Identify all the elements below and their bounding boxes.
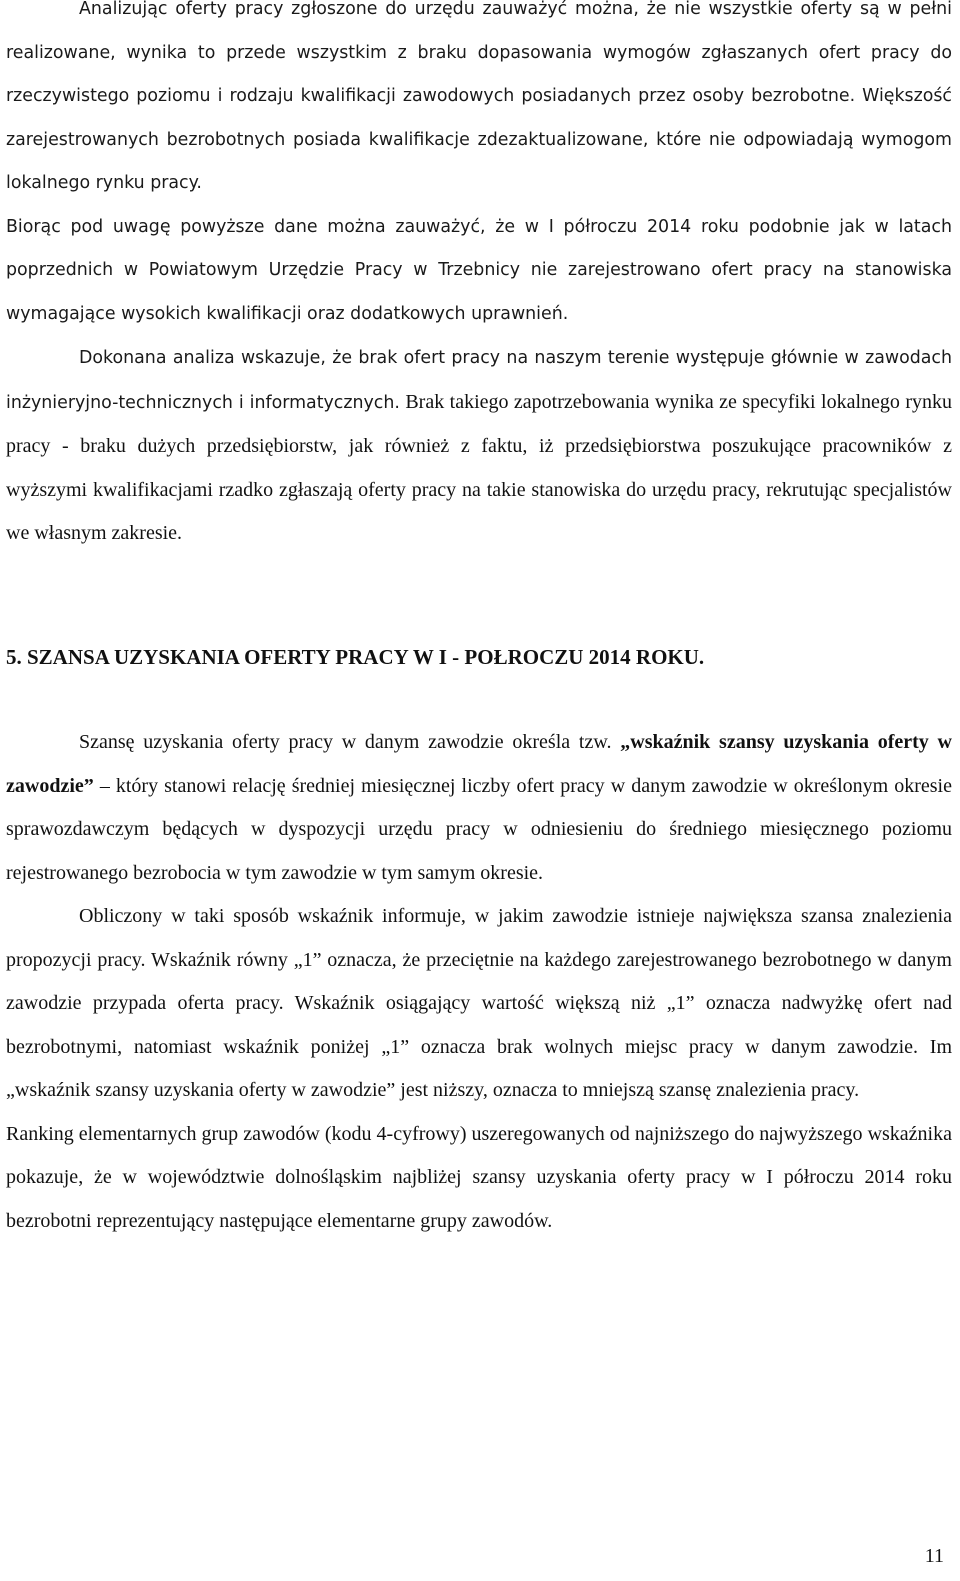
paragraph-offers-mismatch: Analizując oferty pracy zgłoszone do urzędu zauważyć można, że nie wszystkie oferty są w pełni realizowane, wynika to przede wszystkim z braku dopasowania wymogów zgłaszanych ofert pracy do rzeczywistego poziomu i rodzaju kwalifikacji zawodowych posiadanych przez osoby bezrobotne. Większość zarejestrowanych bezrobotnych posiada kwalifikacje zdezaktualizowane, które nie odpowiadają wymogom lokalnego rynku pracy. [6, 0, 952, 193]
paragraph-analysis-shortage [6, 336, 952, 556]
page-number: 11 [924, 1545, 944, 1567]
section-offers-analysis [6, 0, 952, 556]
indicator-definition-start: Szansę uzyskania oferty pracy w danym zawodzie określa tzw. [79, 731, 621, 753]
paragraph-high-qualifications: Biorąc pod uwagę powyższe dane można zauważyć, że w I półroczu 2014 roku podobnie jak w latach poprzednich w Powiatowym Urzędzie Pracy w Trzebnicy nie zarejestrowano ofert pracy na stanowiska wymagające wysokich kwalifikacji oraz dodatkowych uprawnień. [6, 216, 952, 324]
paragraph-analysis-shortage-part2: Brak takiego zapotrzebowania wynika ze specyfiki lokalnego rynku pracy - braku dużych przedsiębiorstw, jak również z faktu, iż przedsiębiorstwa poszukujące pracowników z wyższymi kwalifikacjami rzadko zgłaszają oferty pracy na takie stanowiska do urzędu pracy, rekrutując specjalistów we własnym zakresie. [6, 390, 952, 544]
section-job-chance [6, 721, 952, 1243]
paragraph-indicator-definition [6, 721, 952, 895]
indicator-definition-end: – który stanowi relację średniej miesięcznej liczby ofert pracy w danym zawodzie w określonym okresie sprawozdawczym będących w dyspozycji urzędu pracy w odniesieniu do średniego miesięcznego poziomu rejestrowanego bezrobocia w tym zawodzie w tym samym okresie. [6, 774, 952, 884]
paragraph-ranking: Ranking elementarnych grup zawodów (kodu 4-cyfrowy) uszeregowanych od najniższego do najwyższego wskaźnika pokazuje, że w województwie dolnośląskim najbliżej szansy uzyskania oferty pracy w I półroczu 2014 roku bezrobotni reprezentujący następujące elementarne grupy zawodów. [6, 1122, 952, 1232]
indicator-name-bold: „wskaźnik szansy uzyskania oferty w zawodzie” [6, 731, 952, 797]
paragraph-analysis-shortage-part1: Dokonana analiza wskazuje, że brak ofert pracy na naszym terenie występuje głównie w zawodach inżynieryjno-technicznych i informatycznych. [6, 348, 952, 413]
document-page [6, 0, 952, 1581]
paragraph-indicator-interpretation: Obliczony w taki sposób wskaźnik informuje, w jakim zawodzie istnieje największa szansa znalezienia propozycji pracy. Wskaźnik równy „1” oznacza, że przeciętnie na każdego zarejestrowanego bezrobotnego w danym zawodzie przypada oferta pracy. Wskaźnik osiągający wartość większą niż „1” oznacza nadwyżkę ofert nad bezrobotnymi, natomiast wskaźnik poniżej „1” oznacza brak wolnych miejsc pracy w danym zawodzie. Im „wskaźnik szansy uzyskania oferty w zawodzie” jest niższy, oznacza to mniejszą szansę znalezienia pracy. [6, 905, 952, 1101]
section-heading: 5. SZANSA UZYSKANIA OFERTY PRACY W I - POŁROCZU 2014 ROKU. [6, 645, 705, 669]
